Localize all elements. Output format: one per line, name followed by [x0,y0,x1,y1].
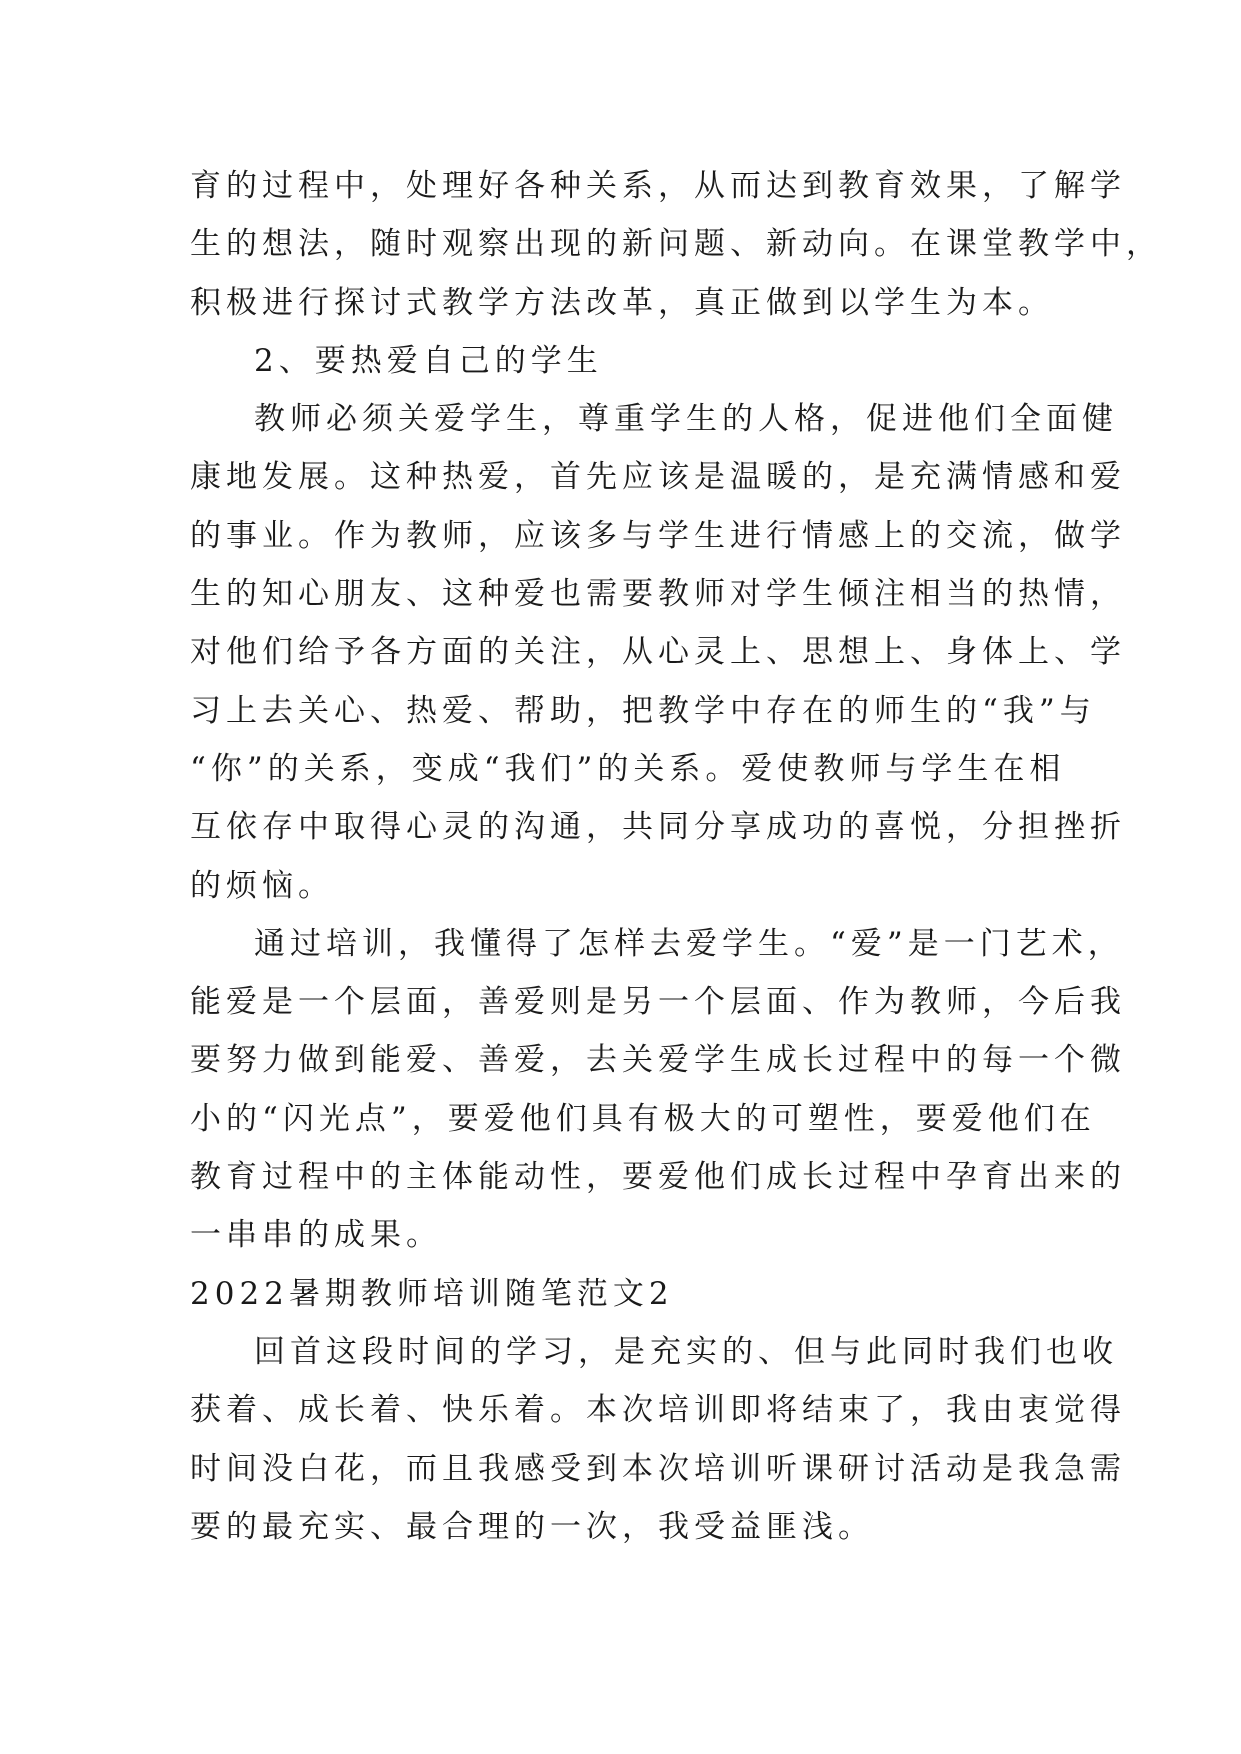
text-line: 一串串的成果。 [190,1217,442,1254]
text-line: 获着、成长着、快乐着。本次培训即将结束了，我由衷觉得 [190,1392,1126,1429]
text-line: 小的“闪光点”，要爱他们具有极大的可塑性，要爱他们在 [190,1100,1096,1137]
text-line: 生的想法，随时观察出现的新问题、新动向。在课堂教学中， [190,226,1162,263]
text-line: 时间没白花，而且我感受到本次培训听课研讨活动是我急需 [190,1450,1126,1487]
text-line: 回首这段时间的学习，是充实的、但与此同时我们也收 [254,1333,1118,1370]
text-line: 育的过程中，处理好各种关系，从而达到教育效果，了解学 [190,168,1126,204]
text-line: 对他们给予各方面的关注，从心灵上、思想上、身体上、学 [190,634,1126,671]
text-line: 教师必须关爱学生，尊重学生的人格，促进他们全面健 [254,401,1118,438]
document-body [190,157,1162,1556]
text-line: 教育过程中的主体能动性，要爱他们成长过程中孕育出来的 [190,1159,1126,1196]
text-line: 积极进行探讨式教学方法改革，真正做到以学生为本。 [190,284,1054,321]
text-line: 康地发展。这种热爱，首先应该是温暖的，是充满情感和爱 [190,459,1126,496]
text-line: 的烦恼。 [190,867,334,904]
text-line: 能爱是一个层面，善爱则是另一个层面、作为教师，今后我 [190,984,1126,1021]
text-line: 通过培训，我懂得了怎样去爱学生。“爱”是一门艺术， [254,925,1124,962]
text-line: 互依存中取得心灵的沟通，共同分享成功的喜悦，分担挫折 [190,809,1126,846]
text-line: 的事业。作为教师，应该多与学生进行情感上的交流，做学 [190,517,1126,554]
text-line: 要的最充实、最合理的一次，我受益匪浅。 [190,1508,874,1545]
article-title: 2022暑期教师培训随笔范文2 [190,1275,674,1312]
section-heading: 2、要热爱自己的学生 [254,342,603,379]
text-line: “你”的关系，变成“我们”的关系。爱使教师与学生在相 [190,750,1066,787]
text-line: 习上去关心、热爱、帮助，把教学中存在的师生的“我”与 [190,692,1096,729]
text-line: 生的知心朋友、这种爱也需要教师对学生倾注相当的热情， [190,576,1126,613]
text-line: 要努力做到能爱、善爱，去关爱学生成长过程中的每一个微 [190,1042,1126,1079]
